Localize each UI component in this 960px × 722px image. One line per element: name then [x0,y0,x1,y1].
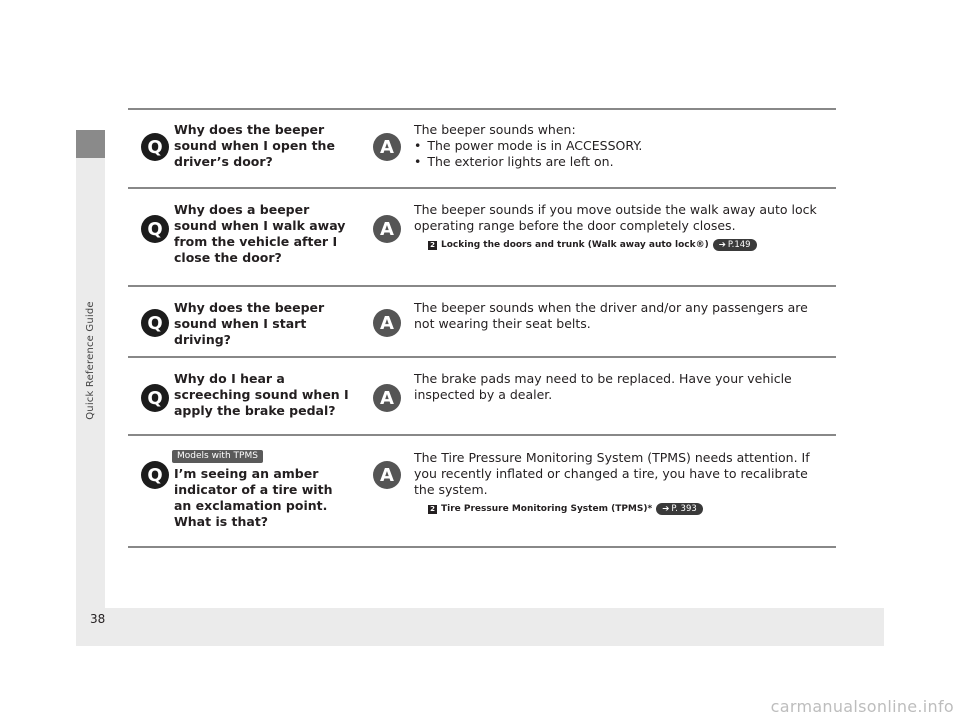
page-reference-button[interactable] [713,239,757,251]
section-tab-marker [76,130,105,158]
answer-icon [372,214,402,244]
divider-rule [128,546,836,548]
svg-text:Q: Q [147,219,163,240]
question-icon [140,460,170,490]
svg-text:Q: Q [147,388,163,409]
divider-rule [128,356,836,358]
divider-rule [128,108,836,110]
cross-reference-link[interactable] [414,501,829,517]
svg-text:A: A [380,313,394,334]
watermark: carmanualsonline.info [770,697,954,716]
section-label-text: Quick Reference Guide [84,300,96,420]
svg-text:A: A [380,137,394,158]
question-icon [140,308,170,338]
faq-question: Why does the beeper sound when I start driving? [174,300,325,347]
faq-question: Why does the beeper sound when I open the driver’s door? [174,122,335,169]
svg-text:Q: Q [147,313,163,334]
svg-text:A: A [380,219,394,240]
faq-answer-text: The beeper sounds when: [414,122,576,137]
cross-reference-link[interactable] [414,237,829,253]
faq-question: I’m seeing an amber indicator of a tire with an exclamation point. What is that? [174,466,333,529]
divider-rule [128,285,836,287]
svg-text:Q: Q [147,465,163,486]
svg-text:A: A [380,388,394,409]
page-reference-number: P. 393 [671,504,697,514]
svg-text:A: A [380,465,394,486]
bullet-item: • The exterior lights are left on. [414,154,829,170]
answer-icon [372,308,402,338]
faq-answer [414,450,829,517]
page-arrow-icon: ➔ [662,504,670,514]
page-number: 38 [90,612,106,626]
reference-text: Locking the doors and trunk (Walk away auto lock®) [441,240,709,250]
page-arrow-icon: ➔ [718,240,726,250]
faq-answer: The brake pads may need to be replaced. Have your vehicle inspected by a dealer. [414,371,792,402]
question-icon [140,132,170,162]
reference-text: Tire Pressure Monitoring System (TPMS)* [441,504,653,514]
question-icon [140,214,170,244]
faq-answer: The beeper sounds when the driver and/or any passengers are not wearing their seat belts. [414,300,808,331]
answer-icon [372,460,402,490]
section-label [82,280,98,440]
svg-text:Q: Q [147,137,163,158]
question-icon [140,383,170,413]
reference-arrow-icon: 2 [428,505,437,514]
faq-answer [414,202,829,253]
faq-answer [414,122,829,170]
reference-arrow-icon: 2 [428,241,437,250]
page-reference-button[interactable] [656,503,703,515]
faq-question: Why does a beeper sound when I walk away from the vehicle after I close the door? [174,202,346,265]
divider-rule [128,187,836,189]
page-reference-number: P.149 [727,240,751,250]
models-badge: Models with TPMS [172,450,263,463]
faq-question: Why do I hear a screeching sound when I apply the brake pedal? [174,371,349,418]
answer-icon [372,383,402,413]
bullet-item: • The power mode is in ACCESSORY. [414,138,829,154]
bullet-list [414,138,829,170]
answer-icon [372,132,402,162]
divider-rule [128,434,836,436]
faq-answer-text: The Tire Pressure Monitoring System (TPMS) needs attention. If you recently inflated or changed a tire, you have to recalibrate the system. [414,450,810,497]
faq-answer-text: The beeper sounds if you move outside the walk away auto lock operating range before the door completely closes. [414,202,817,233]
